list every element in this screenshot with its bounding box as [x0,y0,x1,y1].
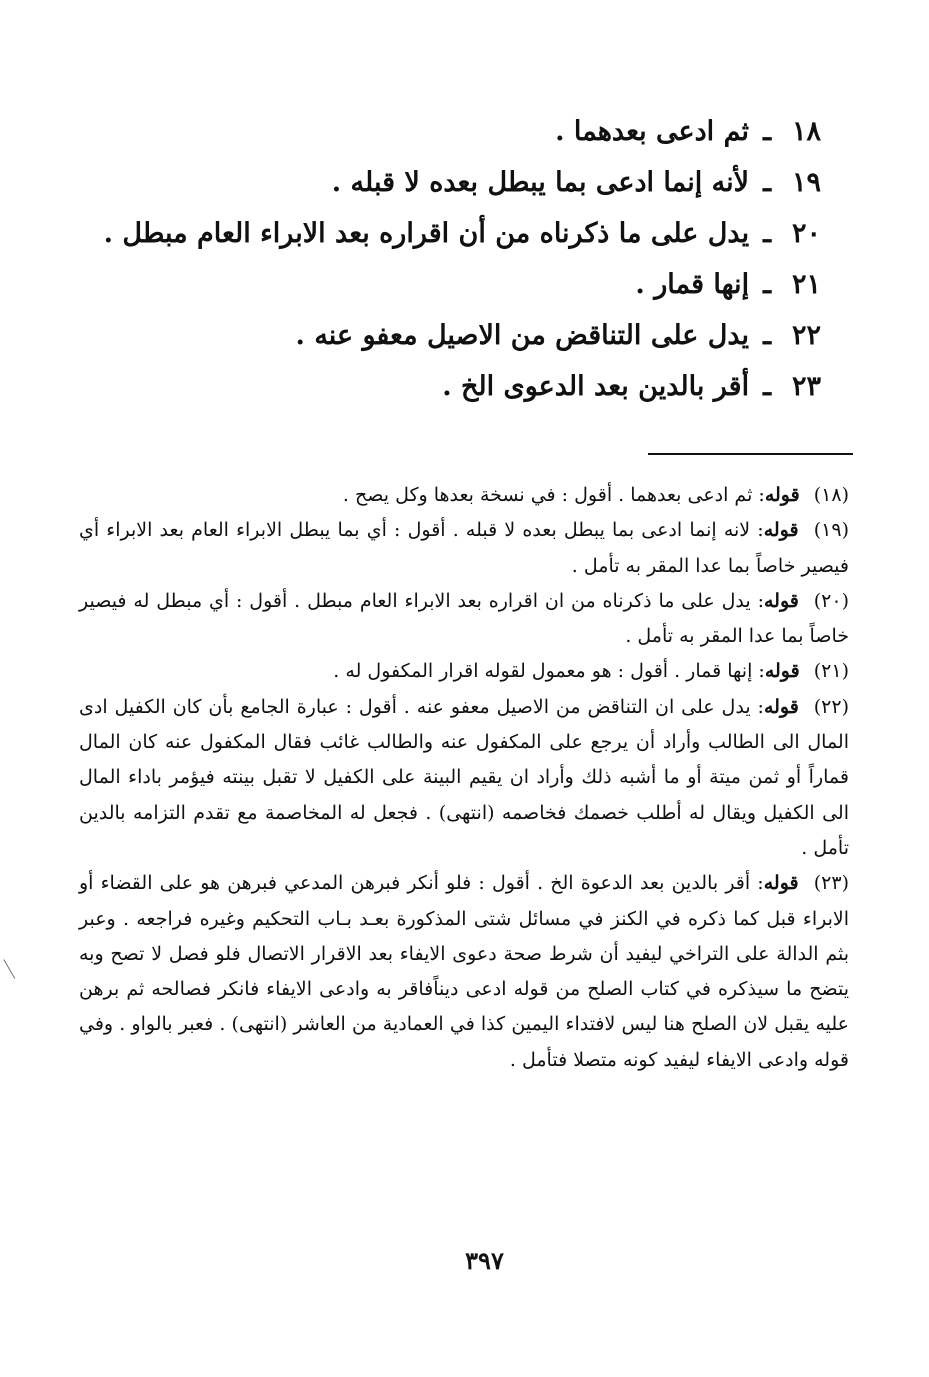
footnote-keyword: قوله [763,519,799,542]
footnote [79,584,849,655]
footnote [79,478,849,513]
footnotes [79,478,849,1078]
item-text: إنها قمار . [635,269,750,300]
item-dash: ـ [763,116,771,147]
footnote-text: : يدل على ان التناقض من الاصيل معفو عنه . أقول : عبارة الجامع بأن كان الكفيل ادى المال الى الطالب وأراد أن يرجع على المكفول عنه والطالب غائب فقال المكفول عنه كان المال قماراً أو ثمن ميتة أو ما أشبه ذلك وأراد ان يقيم البينة على الكفيل لا تقبل بينته فيؤمر باداء المال الى الكفيل ويقال له أطلب خصمك فخاصمه (انتهى) . فجعل له المخاصمة مع تقدم التزامه بالدين تأمل . [79,695,849,859]
item-dash: ـ [763,167,771,198]
item-number: ٢٠ [791,218,821,249]
item-number: ٢١ [791,269,821,300]
main-list-item [121,310,821,361]
footnote-keyword: قوله [763,695,799,718]
footnote-keyword: قوله [763,872,799,895]
item-text: أقر بالدين بعد الدعوى الخ . [442,371,750,402]
footnote-number: (٢٣) [813,872,850,895]
footnote-text: : أقر بالدين بعد الدعوة الخ . أقول : فلو أنكر فبرهن المدعي فبرهن هو على القضاء أو الابراء قبل كما ذكره في الكنز في مسائل شتى المذكورة بعـد بـاب التحكيم وغيره فراجعه . وعبر بثم الدالة على التراخي ليفيد أن شرط صحة دعوى الايفاء بعد الاقرار الاتصال فلو فصل لا تصح وبه يتضح ما سيذكره في كتاب الصلح من قوله ادعى ديناًفاقر به وادعى الايفاء فانكر فصالحه ثم برهن عليه يقبل لان الصلح هنا ليس لافتداء اليمين كذا في العمادية من العاشر (انتهى) . فعبر بالواو . وفي قوله وادعى الايفاء ليفيد كونه متصلا فتأمل . [79,872,849,1071]
item-number: ١٩ [791,167,821,198]
main-list-item [103,208,821,259]
main-list-item [121,157,821,208]
footnote-number: (٢٠) [813,589,849,612]
item-dash: ـ [763,371,771,402]
item-number: ١٨ [791,116,821,147]
item-text: يدل على التناقض من الاصيل معفو عنه . [295,320,750,351]
footnote [79,866,849,1078]
item-text: لأنه إنما ادعى بما يبطل بعده لا قبله . [331,167,750,198]
item-dash: ـ [763,320,771,351]
footnote-number: (٢٢) [813,695,849,718]
page-number: ٣٩٧ [465,1246,504,1275]
item-dash: ـ [763,269,771,300]
main-list-item [121,361,821,412]
item-text: ثم ادعى بعدهما . [555,116,750,147]
footnote-number: (١٩) [813,519,849,542]
footnote-divider [648,453,853,455]
item-number: ٢٢ [791,320,821,351]
main-list-item [121,106,821,157]
footnote-text: : ثم ادعى بعدهما . أقول : في نسخة بعدها وكل يصح . [342,484,765,506]
main-list-item [121,259,821,310]
item-text: يدل على ما ذكرناه من أن اقراره بعد الابراء العام مبطل . [103,218,750,249]
footnote-text: : لانه إنما ادعى بما يبطل بعده لا قبله . أقول : أي بما يبطل الابراء العام بعد الابراء أي فيصير خاصاً بما عدا المقر به تأمل . [79,519,849,577]
scan-mark [3,953,25,979]
item-dash: ـ [763,218,771,249]
footnote-number: (٢١) [813,660,849,683]
footnote-keyword: قوله [764,484,800,506]
footnote-keyword: قوله [763,589,799,612]
main-list [103,106,821,412]
footnote-text: : يدل على ما ذكرناه من ان اقراره بعد الابراء العام مبطل . أقول : أي مبطل له فيصير خاصاً بما عدا المقر به تأمل . [79,589,849,648]
footnote-keyword: قوله [764,660,800,683]
item-number: ٢٣ [791,371,821,402]
footnote [79,654,849,689]
footnote-number: (١٨) [813,484,849,506]
footnote-text: : إنها قمار . أقول : هو معمول لقوله اقرار المكفول له . [333,660,765,683]
footnote [79,513,849,584]
footnote [79,690,849,866]
